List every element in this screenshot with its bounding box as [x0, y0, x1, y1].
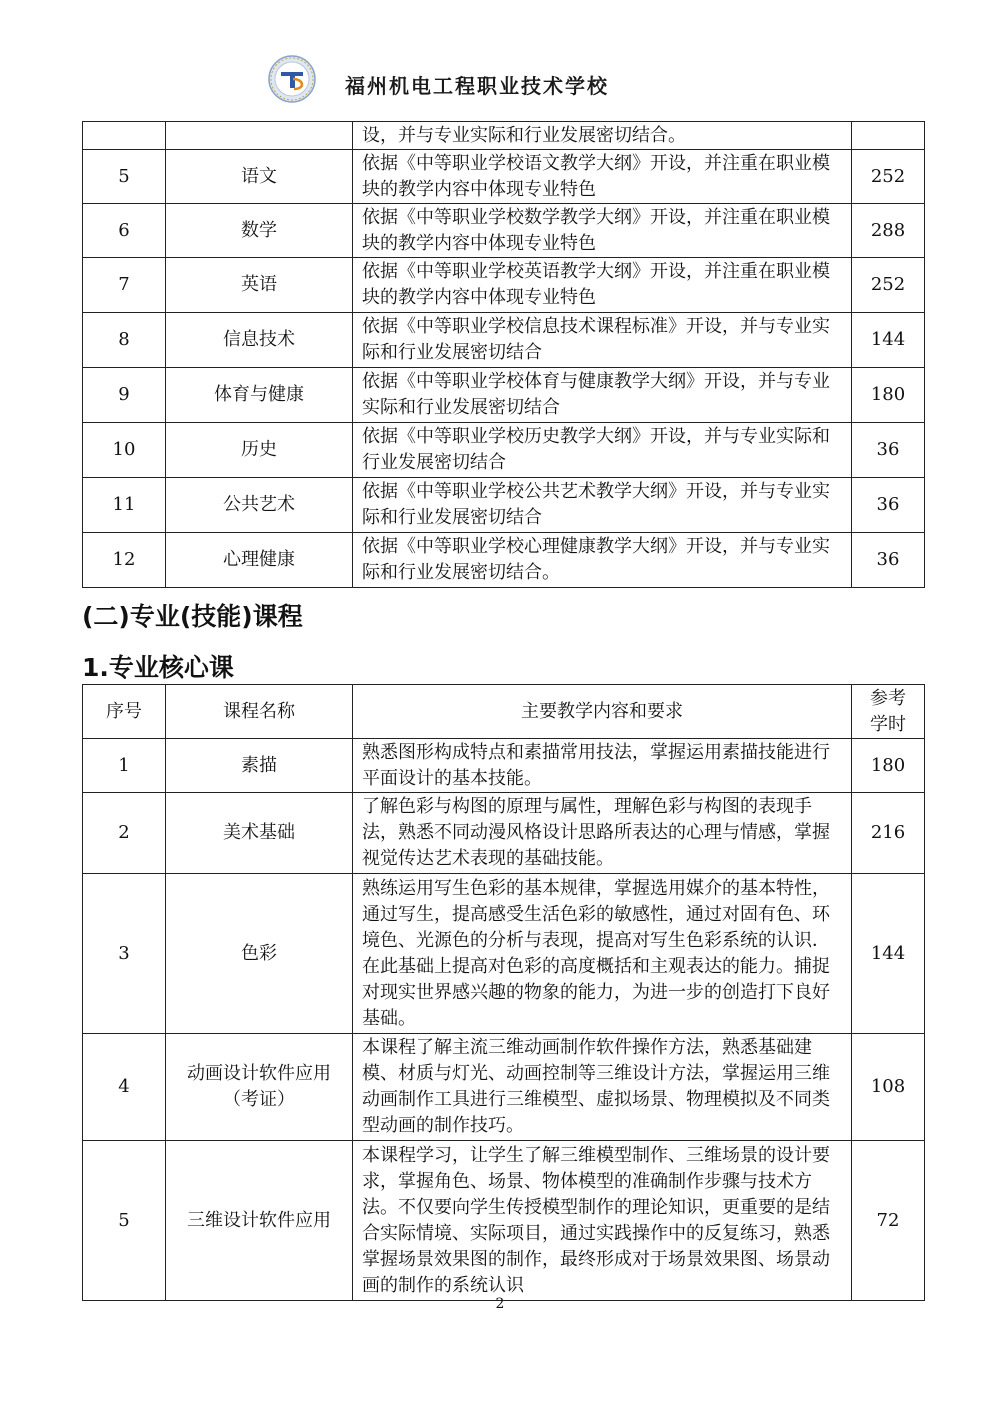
course-name: 数学 [166, 204, 353, 258]
course-number: 4 [83, 1034, 166, 1141]
course-number: 10 [83, 423, 166, 478]
header-hours: 参考学时 [852, 685, 925, 739]
course-description: 依据《中等职业学校语文教学大纲》开设，并注重在职业模块的教学内容中体现专业特色 [353, 150, 852, 204]
table-row [83, 122, 925, 150]
course-description: 依据《中等职业学校心理健康教学大纲》开设，并与专业实际和行业发展密切结合。 [353, 533, 852, 588]
table-row [83, 793, 925, 874]
course-name: 美术基础 [166, 793, 353, 874]
course-number: 5 [83, 1141, 166, 1301]
table-row [83, 874, 925, 1034]
course-description: 了解色彩与构图的原理与属性，理解色彩与构图的表现手法，熟悉不同动漫风格设计思路所表达的心理与情感，掌握视觉传达艺术表现的基础技能。 [353, 793, 852, 874]
course-hours: 36 [852, 478, 925, 533]
course-hours: 144 [852, 313, 925, 368]
section-heading-core-courses: 1.专业核心课 [82, 653, 234, 682]
course-name: 色彩 [166, 874, 353, 1034]
course-description: 依据《中等职业学校数学教学大纲》开设，并注重在职业模块的教学内容中体现专业特色 [353, 204, 852, 258]
course-hours: 252 [852, 150, 925, 204]
course-name: 素描 [166, 739, 353, 793]
course-number: 3 [83, 874, 166, 1034]
course-name: 公共艺术 [166, 478, 353, 533]
table-row [83, 313, 925, 368]
course-description: 依据《中等职业学校信息技术课程标准》开设，并与专业实际和行业发展密切结合 [353, 313, 852, 368]
course-hours: 36 [852, 533, 925, 588]
table-row [83, 150, 925, 204]
section-heading-professional-courses: (二)专业(技能)课程 [82, 602, 303, 631]
course-description: 设，并与专业实际和行业发展密切结合。 [353, 122, 852, 150]
course-name: 动画设计软件应用（考证） [166, 1034, 353, 1141]
course-number: 1 [83, 739, 166, 793]
course-description: 依据《中等职业学校体育与健康教学大纲》开设，并与专业实际和行业发展密切结合 [353, 368, 852, 423]
public-courses-table [82, 121, 925, 588]
course-hours: 180 [852, 368, 925, 423]
course-hours: 144 [852, 874, 925, 1034]
course-hours: 252 [852, 258, 925, 313]
course-name: 语文 [166, 150, 353, 204]
course-number: 8 [83, 313, 166, 368]
course-hours: 180 [852, 739, 925, 793]
course-name [166, 122, 353, 150]
course-number: 6 [83, 204, 166, 258]
course-hours: 36 [852, 423, 925, 478]
course-number: 2 [83, 793, 166, 874]
table-row [83, 258, 925, 313]
page-number: 2 [495, 1296, 505, 1312]
table-header-row [83, 685, 925, 739]
course-description: 本课程学习，让学生了解三维模型制作、三维场景的设计要求，掌握角色、场景、物体模型的准确制作步骤与技术方法。不仅要向学生传授模型制作的理论知识，更重要的是结合实际情境、实际项目，通过实践操作中的反复练习，熟悉掌握场景效果图的制作，最终形成对于场景效果图、场景动画的制作的系统认识 [353, 1141, 852, 1301]
core-courses-table [82, 684, 925, 1301]
table-row [83, 368, 925, 423]
course-description: 依据《中等职业学校英语教学大纲》开设，并注重在职业模块的教学内容中体现专业特色 [353, 258, 852, 313]
page-header [0, 0, 1000, 110]
course-hours: 216 [852, 793, 925, 874]
header-num: 序号 [83, 685, 166, 739]
header-course-name: 课程名称 [166, 685, 353, 739]
course-name: 体育与健康 [166, 368, 353, 423]
course-hours: 288 [852, 204, 925, 258]
course-number: 9 [83, 368, 166, 423]
course-name: 英语 [166, 258, 353, 313]
course-description: 依据《中等职业学校公共艺术教学大纲》开设，并与专业实际和行业发展密切结合 [353, 478, 852, 533]
table-row [83, 1141, 925, 1301]
table-row [83, 423, 925, 478]
table-row [83, 478, 925, 533]
school-name: 福州机电工程职业技术学校 [345, 74, 609, 98]
course-name: 信息技术 [166, 313, 353, 368]
table-row [83, 533, 925, 588]
school-emblem-icon [268, 55, 316, 103]
header-description: 主要教学内容和要求 [353, 685, 852, 739]
course-number: 12 [83, 533, 166, 588]
course-name: 历史 [166, 423, 353, 478]
course-number: 11 [83, 478, 166, 533]
course-description: 本课程了解主流三维动画制作软件操作方法，熟悉基础建模、材质与灯光、动画控制等三维设计方法，掌握运用三维动画制作工具进行三维模型、虚拟场景、物理模拟及不同类型动画的制作技巧。 [353, 1034, 852, 1141]
course-number: 7 [83, 258, 166, 313]
course-name: 心理健康 [166, 533, 353, 588]
table-row [83, 1034, 925, 1141]
course-number [83, 122, 166, 150]
table-row [83, 204, 925, 258]
course-description: 熟练运用写生色彩的基本规律，掌握选用媒介的基本特性，通过写生，提高感受生活色彩的敏感性，通过对固有色、环境色、光源色的分析与表现，提高对写生色彩系统的认识．在此基础上提高对色彩的高度概括和主观表达的能力。捕捉对现实世界感兴趣的物象的能力，为进一步的创造打下良好基础。 [353, 874, 852, 1034]
course-hours: 108 [852, 1034, 925, 1141]
course-name: 三维设计软件应用 [166, 1141, 353, 1301]
course-description: 熟悉图形构成特点和素描常用技法，掌握运用素描技能进行平面设计的基本技能。 [353, 739, 852, 793]
course-hours: 72 [852, 1141, 925, 1301]
course-description: 依据《中等职业学校历史教学大纲》开设，并与专业实际和行业发展密切结合 [353, 423, 852, 478]
course-number: 5 [83, 150, 166, 204]
course-hours [852, 122, 925, 150]
table-row [83, 739, 925, 793]
